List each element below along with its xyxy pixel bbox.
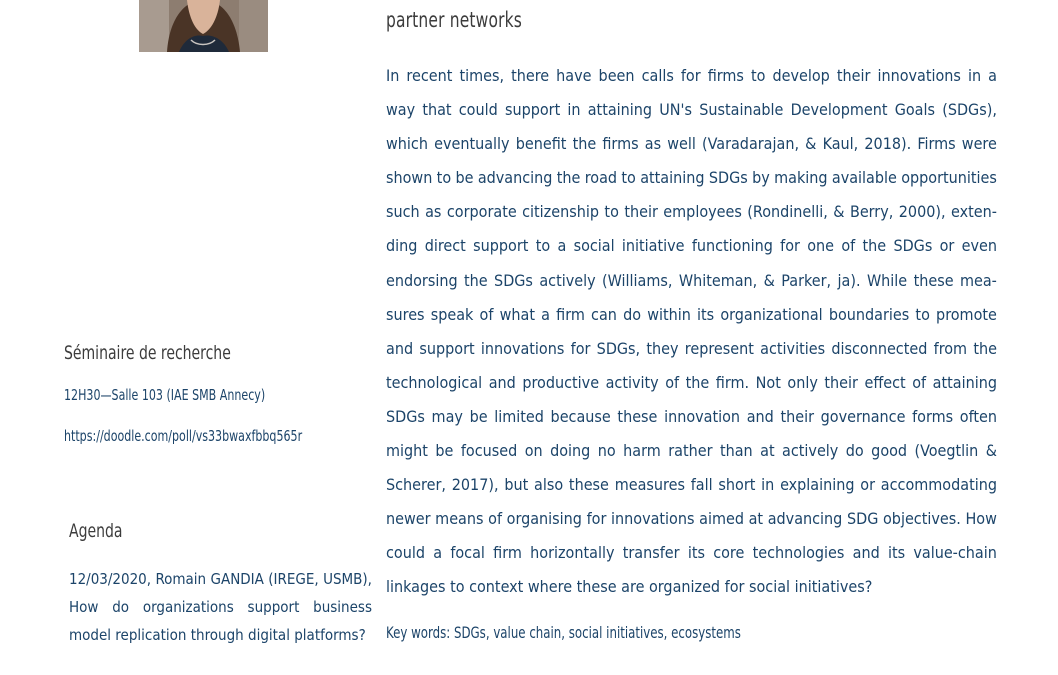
abstract-line: newer means of organising for innovations aimed at advancing SDG objectives. How — [386, 509, 997, 529]
agenda-title: Agenda — [69, 520, 123, 542]
abstract-line: sures speak of what a firm can do within its organizational boundaries to promote — [386, 304, 997, 324]
abstract-line: could a focal firm horizontally transfer its core technologies and its value-chain — [386, 543, 997, 563]
doodle-poll-link[interactable]: https://doodle.com/poll/vs33bwaxfbbq565r — [64, 427, 303, 445]
seminar-time-room: 12H30—Salle 103 (IAE SMB Annecy) — [64, 386, 266, 404]
abstract-line: endorsing the SDGs actively (Williams, Whiteman, & Parker, ja). While these mea- — [386, 270, 997, 290]
abstract-line: shown to be advancing the road to attaining SDGs by making available opportunities — [386, 168, 997, 188]
agenda-line: model replication through digital platforms? — [69, 626, 366, 644]
abstract-line: technological and productive activity of the firm. Not only their effect of attaining — [386, 372, 997, 392]
abstract-line: way that could support in attaining UN's Sustainable Development Goals (SDGs), — [386, 100, 997, 120]
abstract-line: Scherer, 2017), but also these measures fall short in explaining or accommodating — [386, 475, 997, 495]
agenda-line: How do organizations support business — [69, 598, 372, 616]
agenda-entry — [69, 565, 372, 649]
speaker-photo — [139, 0, 268, 52]
abstract-line: In recent times, there have been calls for firms to develop their innovations in a — [386, 66, 997, 85]
abstract-line: and support innovations for SDGs, they represent activities disconnected from the — [386, 338, 997, 358]
abstract-line: SDGs may be limited because these innovation and their governance forms often — [386, 406, 997, 426]
abstract-line: might be focused on doing no harm rather than at actively do good (Voegtlin & — [386, 441, 997, 461]
abstract-line: which eventually benefit the firms as well (Varadarajan, & Kaul, 2018). Firms were — [386, 134, 997, 154]
portrait-image — [139, 0, 268, 52]
abstract-line: ding direct support to a social initiative functioning for one of the SDGs or even — [386, 236, 997, 256]
keywords-line: Key words: SDGs, value chain, social initiatives, ecosystems — [386, 623, 741, 642]
abstract-text — [386, 59, 997, 605]
abstract-line: such as corporate citizenship to their employees (Rondinelli, & Berry, 2000), exten- — [386, 202, 997, 222]
seminar-title: Séminaire de recherche — [64, 342, 231, 364]
agenda-line: 12/03/2020, Romain GANDIA (IREGE, USMB), — [69, 570, 372, 588]
abstract-line: linkages to context where these are organized for social initiatives? — [386, 577, 873, 597]
continued-title: partner networks — [386, 8, 523, 32]
